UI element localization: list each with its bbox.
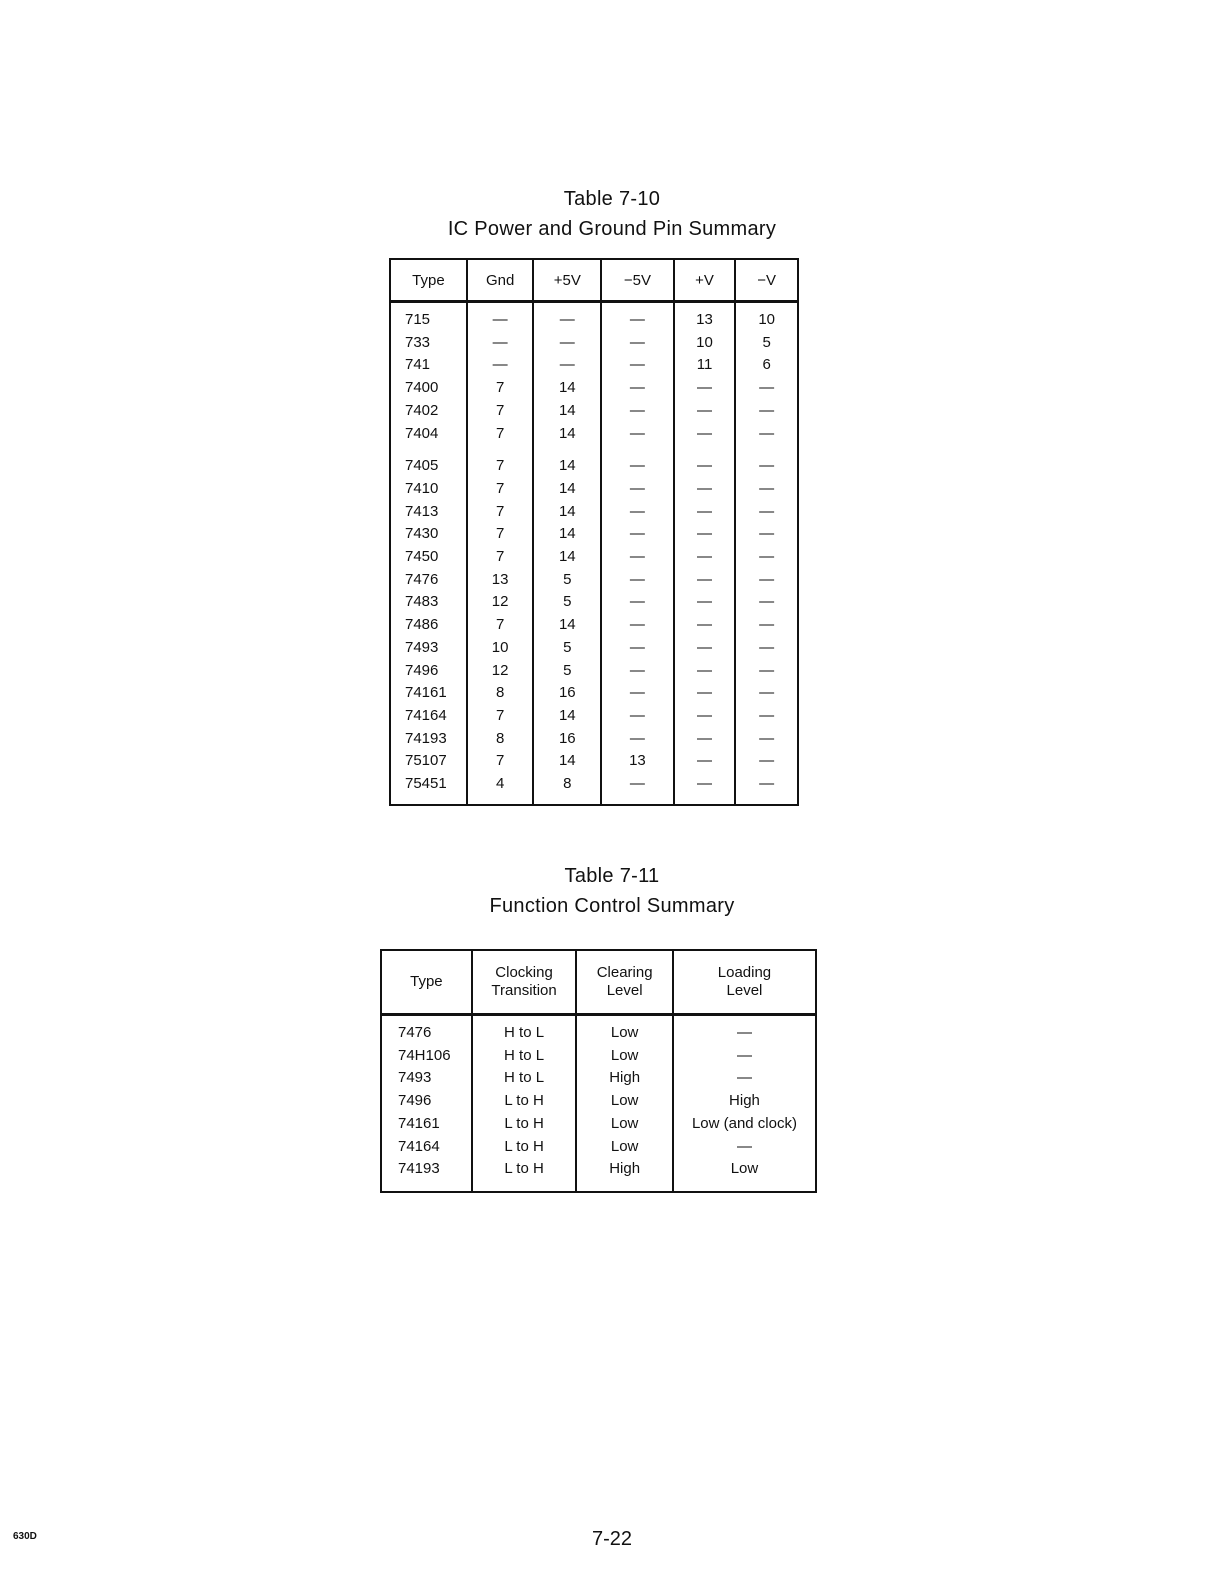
table-cell: — [735, 501, 798, 524]
table-row [390, 546, 798, 569]
table-cell: 13 [601, 750, 674, 773]
table-cell: 75107 [390, 750, 467, 773]
table-row [390, 728, 798, 751]
table-cell: — [735, 423, 798, 446]
table-cell: Low (and clock) [673, 1113, 816, 1136]
table-cell: 74193 [381, 1158, 472, 1192]
table-row [390, 455, 798, 478]
header-loading-level: Loading Level [673, 950, 816, 1015]
table-7-11-label: Table 7-11 [564, 865, 660, 887]
table-cell: L to H [472, 1136, 577, 1159]
table-cell: 12 [467, 591, 534, 614]
ic-power-ground-table [389, 258, 799, 806]
table-cell: 7405 [390, 455, 467, 478]
table-cell: 74H106 [381, 1045, 472, 1068]
table-cell: 14 [533, 523, 601, 546]
table-cell: 13 [674, 302, 736, 332]
table-cell: 7476 [381, 1015, 472, 1045]
table-cell: 74161 [390, 682, 467, 705]
table-cell: 7402 [390, 400, 467, 423]
header-gnd: Gnd [467, 259, 534, 302]
table-cell: — [735, 773, 798, 805]
table-cell: — [674, 523, 736, 546]
table-cell: 10 [674, 332, 736, 355]
table-cell: 74193 [390, 728, 467, 751]
table-cell: — [601, 523, 674, 546]
header-minus-5v: −5V [601, 259, 674, 302]
table-row [390, 400, 798, 423]
table-cell: 14 [533, 614, 601, 637]
table-cell: 7493 [381, 1067, 472, 1090]
header-clocking-transition: Clocking Transition [472, 950, 577, 1015]
table-cell: 14 [533, 423, 601, 446]
table-row [390, 750, 798, 773]
table-cell: 7 [467, 423, 534, 446]
table-cell: — [601, 728, 674, 751]
table-cell: 12 [467, 660, 534, 683]
table-row [390, 423, 798, 446]
header-minus-v: −V [735, 259, 798, 302]
table-cell: — [735, 523, 798, 546]
table-row [390, 705, 798, 728]
table-cell: 7 [467, 400, 534, 423]
table-cell: 14 [533, 478, 601, 501]
table-cell: — [735, 637, 798, 660]
table-row [390, 478, 798, 501]
table-row [390, 377, 798, 400]
function-control-table-body [381, 1015, 816, 1192]
table-cell: 7400 [390, 377, 467, 400]
table-row [381, 1136, 816, 1159]
table-cell: L to H [472, 1090, 577, 1113]
table-cell: 74164 [381, 1136, 472, 1159]
table-row [381, 1113, 816, 1136]
table-cell: — [467, 354, 534, 377]
table-cell: 7413 [390, 501, 467, 524]
table-cell: 11 [674, 354, 736, 377]
table-cell: — [533, 302, 601, 332]
table-cell: — [601, 637, 674, 660]
table-cell: High [673, 1090, 816, 1113]
table-cell: — [735, 728, 798, 751]
table-cell: 733 [390, 332, 467, 355]
table-7-11-title: Function Control Summary [489, 895, 735, 917]
table-cell: 7476 [390, 569, 467, 592]
table-cell: 7 [467, 455, 534, 478]
table-cell: 7 [467, 523, 534, 546]
table-cell: — [735, 705, 798, 728]
table-cell: 7 [467, 377, 534, 400]
table-cell: — [601, 660, 674, 683]
table-cell: — [601, 705, 674, 728]
table-cell: L to H [472, 1113, 577, 1136]
table-header-row [381, 950, 816, 1015]
table-cell: — [467, 332, 534, 355]
header-plus-v: +V [674, 259, 736, 302]
table-cell: 4 [467, 773, 534, 805]
table-cell: Low [576, 1015, 673, 1045]
table-row [390, 332, 798, 355]
table-cell: — [673, 1015, 816, 1045]
table-cell: — [601, 614, 674, 637]
table-cell: — [601, 332, 674, 355]
table-cell: 7 [467, 750, 534, 773]
table-cell: 7486 [390, 614, 467, 637]
table-cell: — [601, 377, 674, 400]
table-cell: 715 [390, 302, 467, 332]
table-row [390, 682, 798, 705]
table-row [390, 637, 798, 660]
table-cell: 16 [533, 682, 601, 705]
table-row [381, 1067, 816, 1090]
function-control-table [380, 949, 817, 1193]
table-cell: 14 [533, 400, 601, 423]
table-cell: 14 [533, 705, 601, 728]
table-cell: — [533, 354, 601, 377]
table-cell: — [601, 546, 674, 569]
table-cell: — [601, 591, 674, 614]
table-cell: — [673, 1136, 816, 1159]
table-cell: 7496 [381, 1090, 472, 1113]
table-cell: — [601, 682, 674, 705]
document-code: 630D [13, 1531, 37, 1542]
table-cell: — [674, 501, 736, 524]
table-cell: Low [673, 1158, 816, 1192]
header-type: Type [390, 259, 467, 302]
table-cell: 5 [735, 332, 798, 355]
table-cell: — [735, 377, 798, 400]
table-cell: 7410 [390, 478, 467, 501]
table-row [390, 614, 798, 637]
table-cell: — [674, 660, 736, 683]
table-cell: — [601, 400, 674, 423]
table-row [381, 1090, 816, 1113]
table-cell: H to L [472, 1067, 577, 1090]
table-cell: — [735, 750, 798, 773]
table-row [381, 1015, 816, 1045]
table-cell: — [601, 773, 674, 805]
table-cell: 7404 [390, 423, 467, 446]
table-cell: 7 [467, 705, 534, 728]
table-7-10-title: IC Power and Ground Pin Summary [447, 218, 777, 240]
table-cell: — [674, 614, 736, 637]
table-cell: High [576, 1067, 673, 1090]
table-cell: 10 [735, 302, 798, 332]
table-cell: — [674, 637, 736, 660]
header-type: Type [381, 950, 472, 1015]
table-cell: — [601, 501, 674, 524]
table-cell: 7493 [390, 637, 467, 660]
table-cell: 8 [533, 773, 601, 805]
table-cell: Low [576, 1113, 673, 1136]
table-cell: — [735, 478, 798, 501]
table-cell: 74164 [390, 705, 467, 728]
table-cell: — [735, 400, 798, 423]
table-cell: — [735, 682, 798, 705]
table-cell: Low [576, 1090, 673, 1113]
table-7-10-label: Table 7-10 [563, 188, 661, 210]
table-cell: — [674, 423, 736, 446]
table-cell: 7 [467, 501, 534, 524]
table-row [390, 773, 798, 805]
table-cell: — [674, 728, 736, 751]
table-cell: 5 [533, 591, 601, 614]
table-cell: 14 [533, 455, 601, 478]
table-cell: — [674, 569, 736, 592]
table-cell: — [674, 750, 736, 773]
table-cell: 6 [735, 354, 798, 377]
table-cell: — [735, 591, 798, 614]
table-row [390, 302, 798, 332]
table-row [381, 1158, 816, 1192]
table-cell: 7 [467, 546, 534, 569]
table-header-row [390, 259, 798, 302]
table-cell: 5 [533, 569, 601, 592]
page-number: 7-22 [591, 1528, 633, 1550]
table-cell: 14 [533, 546, 601, 569]
table-cell: Low [576, 1136, 673, 1159]
table-row [390, 523, 798, 546]
table-cell: 14 [533, 750, 601, 773]
table-cell: — [673, 1067, 816, 1090]
table-cell: — [674, 478, 736, 501]
table-cell: — [601, 478, 674, 501]
header-clearing-level: Clearing Level [576, 950, 673, 1015]
table-row [390, 660, 798, 683]
table-cell: 7430 [390, 523, 467, 546]
table-cell: 7 [467, 614, 534, 637]
table-cell: 7483 [390, 591, 467, 614]
table-cell: — [673, 1045, 816, 1068]
table-cell: — [601, 302, 674, 332]
table-cell: 74161 [381, 1113, 472, 1136]
table-cell: 14 [533, 377, 601, 400]
table-cell: High [576, 1158, 673, 1192]
table-row [390, 501, 798, 524]
table-cell: 13 [467, 569, 534, 592]
table-row [390, 591, 798, 614]
table-cell: 741 [390, 354, 467, 377]
table-cell: — [467, 302, 534, 332]
header-plus-5v: +5V [533, 259, 601, 302]
ic-power-ground-table-body [390, 302, 798, 805]
table-cell: — [674, 591, 736, 614]
table-cell: 14 [533, 501, 601, 524]
table-cell: 16 [533, 728, 601, 751]
table-cell: — [601, 455, 674, 478]
table-cell: — [674, 546, 736, 569]
table-cell: — [601, 569, 674, 592]
table-row [390, 569, 798, 592]
table-cell: H to L [472, 1015, 577, 1045]
table-cell: 75451 [390, 773, 467, 805]
table-cell: — [674, 773, 736, 805]
table-cell: — [674, 455, 736, 478]
table-cell: — [601, 354, 674, 377]
table-cell: 7496 [390, 660, 467, 683]
table-cell: — [735, 614, 798, 637]
table-cell: 10 [467, 637, 534, 660]
table-row [390, 354, 798, 377]
table-cell: — [533, 332, 601, 355]
table-cell: 5 [533, 660, 601, 683]
table-cell: — [674, 682, 736, 705]
table-cell: 7 [467, 478, 534, 501]
table-cell: L to H [472, 1158, 577, 1192]
table-cell: 8 [467, 728, 534, 751]
table-row [381, 1045, 816, 1068]
table-cell: — [674, 377, 736, 400]
row-spacer [390, 445, 798, 455]
table-cell: — [674, 705, 736, 728]
table-cell: Low [576, 1045, 673, 1068]
table-cell: 5 [533, 637, 601, 660]
table-cell: 8 [467, 682, 534, 705]
table-cell: — [674, 400, 736, 423]
table-cell: 7450 [390, 546, 467, 569]
table-cell: — [601, 423, 674, 446]
table-cell: — [735, 455, 798, 478]
table-cell: — [735, 546, 798, 569]
table-cell: — [735, 569, 798, 592]
table-cell: — [735, 660, 798, 683]
table-cell: H to L [472, 1045, 577, 1068]
